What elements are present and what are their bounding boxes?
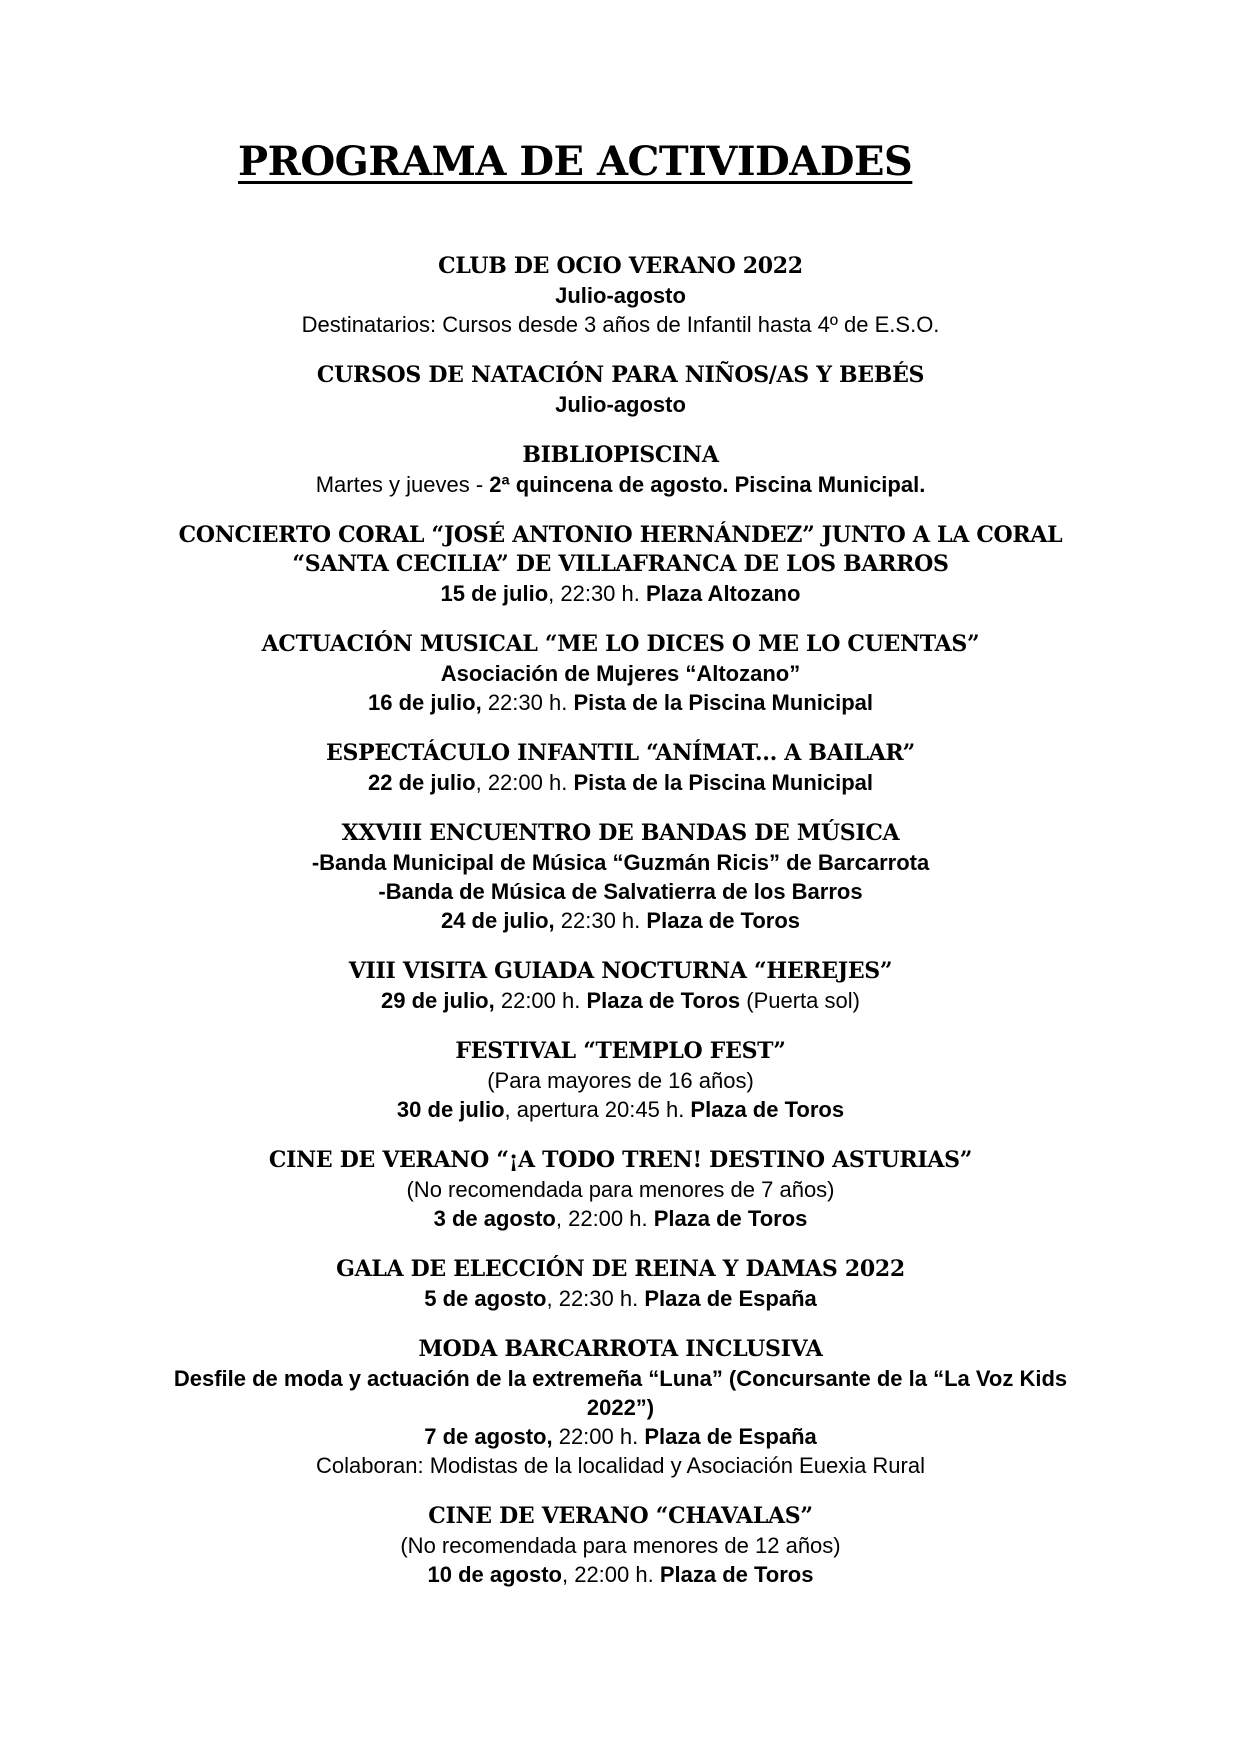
event-detail-bold: Plaza de Toros: [586, 988, 741, 1013]
event-title: FESTIVAL “TEMPLO FEST”: [455, 1038, 786, 1064]
event-block: [0, 739, 1241, 797]
event-detail-text: Destinatarios: Cursos desde 3 años de Infantil hasta 4º de E.S.O.: [301, 312, 940, 337]
event-detail-bold: 15 de julio: [440, 581, 549, 606]
event-detail-bold: Plaza de Toros: [690, 1097, 845, 1122]
event-title: GALA DE ELECCIÓN DE REINA Y DAMAS 2022: [336, 1256, 905, 1282]
event-detail-text: (Para mayores de 16 años): [487, 1068, 754, 1093]
event-detail-line: [0, 579, 1241, 608]
event-detail-bold: Plaza de Toros: [659, 1562, 814, 1587]
event-detail-line: [0, 768, 1241, 797]
event-detail-bold: Julio-agosto: [555, 283, 686, 308]
event-detail-text: (Puerta sol): [740, 988, 860, 1013]
event-detail-text: , 22:00 h.: [475, 770, 574, 795]
event-block: [0, 521, 1241, 608]
event-title: BIBLIOPISCINA: [522, 442, 719, 468]
event-detail-text: 22:00 h.: [552, 1424, 645, 1449]
page-title: PROGRAMA DE ACTIVIDADES: [238, 138, 913, 185]
event-detail-text: , 22:00 h.: [561, 1562, 660, 1587]
event-title: CINE DE VERANO “¡A TODO TREN! DESTINO ASTURIAS”: [268, 1147, 973, 1173]
event-detail-bold: Plaza de Toros: [646, 908, 801, 933]
event-detail-text: Martes y jueves -: [315, 472, 490, 497]
event-detail-line: [0, 1560, 1241, 1589]
event-detail-bold: -Banda Municipal de Música “Guzmán Ricis” de Barcarrota: [311, 850, 930, 875]
event-detail-bold: Desfile de moda y actuación de la extremeña “Luna” (Concursante de la “La Voz Kids: [173, 1366, 1068, 1391]
event-detail-text: 22:00 h.: [494, 988, 587, 1013]
event-detail-text: , 22:00 h.: [555, 1206, 654, 1231]
event-title: CURSOS DE NATACIÓN PARA NIÑOS/AS Y BEBÉS: [316, 362, 925, 388]
event-detail-bold: 2ª quincena de agosto. Piscina Municipal.: [489, 472, 926, 497]
event-title: ACTUACIÓN MUSICAL “ME LO DICES O ME LO CUENTAS”: [261, 631, 980, 657]
event-detail-bold: 24 de julio,: [440, 908, 555, 933]
event-title: XXVIII ENCUENTRO DE BANDAS DE MÚSICA: [341, 820, 900, 846]
event-detail-line: [0, 1204, 1241, 1233]
event-detail-line: [0, 390, 1241, 419]
event-detail-text: 22:30 h.: [481, 690, 574, 715]
events-list: [0, 252, 1241, 1611]
event-detail-bold: Plaza de Toros: [653, 1206, 808, 1231]
event-block: [0, 1255, 1241, 1313]
event-title: CLUB DE OCIO VERANO 2022: [438, 253, 803, 279]
event-detail-line: [0, 659, 1241, 688]
event-title: VIII VISITA GUIADA NOCTURNA “HEREJES”: [348, 958, 893, 984]
event-detail-line: [0, 688, 1241, 717]
event-detail-line: [0, 310, 1241, 339]
event-detail-bold: Asociación de Mujeres “Altozano”: [440, 661, 801, 686]
event-detail-text: 22:30 h.: [554, 908, 647, 933]
event-detail-line: [0, 1066, 1241, 1095]
event-detail-line: [0, 906, 1241, 935]
event-detail-bold: 10 de agosto: [427, 1562, 562, 1587]
event-block: [0, 957, 1241, 1015]
event-detail-bold: Plaza de España: [644, 1286, 817, 1311]
event-block: [0, 819, 1241, 935]
event-detail-text: (No recomendada para menores de 7 años): [406, 1177, 835, 1202]
event-detail-bold: 22 de julio: [368, 770, 476, 795]
event-detail-line: [0, 1451, 1241, 1480]
event-detail-line: [0, 1393, 1241, 1422]
event-block: [0, 1335, 1241, 1480]
event-detail-bold: 30 de julio: [396, 1097, 505, 1122]
event-detail-bold: 7 de agosto,: [424, 1424, 553, 1449]
event-detail-bold: 2022”): [586, 1395, 655, 1420]
event-detail-bold: Julio-agosto: [555, 392, 686, 417]
event-detail-bold: -Banda de Música de Salvatierra de los Barros: [378, 879, 863, 904]
event-block: [0, 361, 1241, 419]
event-block: [0, 1502, 1241, 1589]
event-block: [0, 630, 1241, 717]
event-detail-bold: Pista de la Piscina Municipal: [573, 770, 873, 795]
event-block: [0, 252, 1241, 339]
event-detail-line: [0, 877, 1241, 906]
event-detail-text: , 22:30 h.: [546, 1286, 645, 1311]
event-detail-text: , apertura 20:45 h.: [504, 1097, 691, 1122]
event-title: MODA BARCARROTA INCLUSIVA: [418, 1336, 823, 1362]
event-title: “SANTA CECILIA” DE VILLAFRANCA DE LOS BARROS: [292, 551, 949, 577]
event-detail-bold: 3 de agosto: [433, 1206, 556, 1231]
event-detail-text: , 22:30 h.: [548, 581, 646, 606]
event-title: CONCIERTO CORAL “JOSÉ ANTONIO HERNÁNDEZ” JUNTO A LA CORAL: [178, 522, 1063, 548]
event-title: CINE DE VERANO “CHAVALAS”: [428, 1503, 813, 1529]
event-detail-line: [0, 1095, 1241, 1124]
event-detail-bold: Pista de la Piscina Municipal: [573, 690, 873, 715]
event-block: [0, 1037, 1241, 1124]
event-detail-line: [0, 470, 1241, 499]
event-detail-text: (No recomendada para menores de 12 años): [400, 1533, 841, 1558]
event-detail-line: [0, 1175, 1241, 1204]
event-detail-line: [0, 1531, 1241, 1560]
event-detail-line: [0, 1364, 1241, 1393]
event-detail-line: [0, 848, 1241, 877]
event-detail-bold: 5 de agosto: [424, 1286, 547, 1311]
event-detail-line: [0, 986, 1241, 1015]
event-title: ESPECTÁCULO INFANTIL “ANÍMAT... A BAILAR”: [326, 740, 915, 766]
event-block: [0, 1146, 1241, 1233]
event-detail-line: [0, 1422, 1241, 1451]
event-detail-bold: Plaza de España: [644, 1424, 817, 1449]
event-detail-line: [0, 1284, 1241, 1313]
event-detail-bold: 16 de julio,: [368, 690, 482, 715]
event-detail-bold: Plaza Altozano: [646, 581, 801, 606]
event-detail-bold: 29 de julio,: [381, 988, 495, 1013]
event-block: [0, 441, 1241, 499]
event-detail-line: [0, 281, 1241, 310]
event-detail-text: Colaboran: Modistas de la localidad y Asociación Euexia Rural: [315, 1453, 925, 1478]
